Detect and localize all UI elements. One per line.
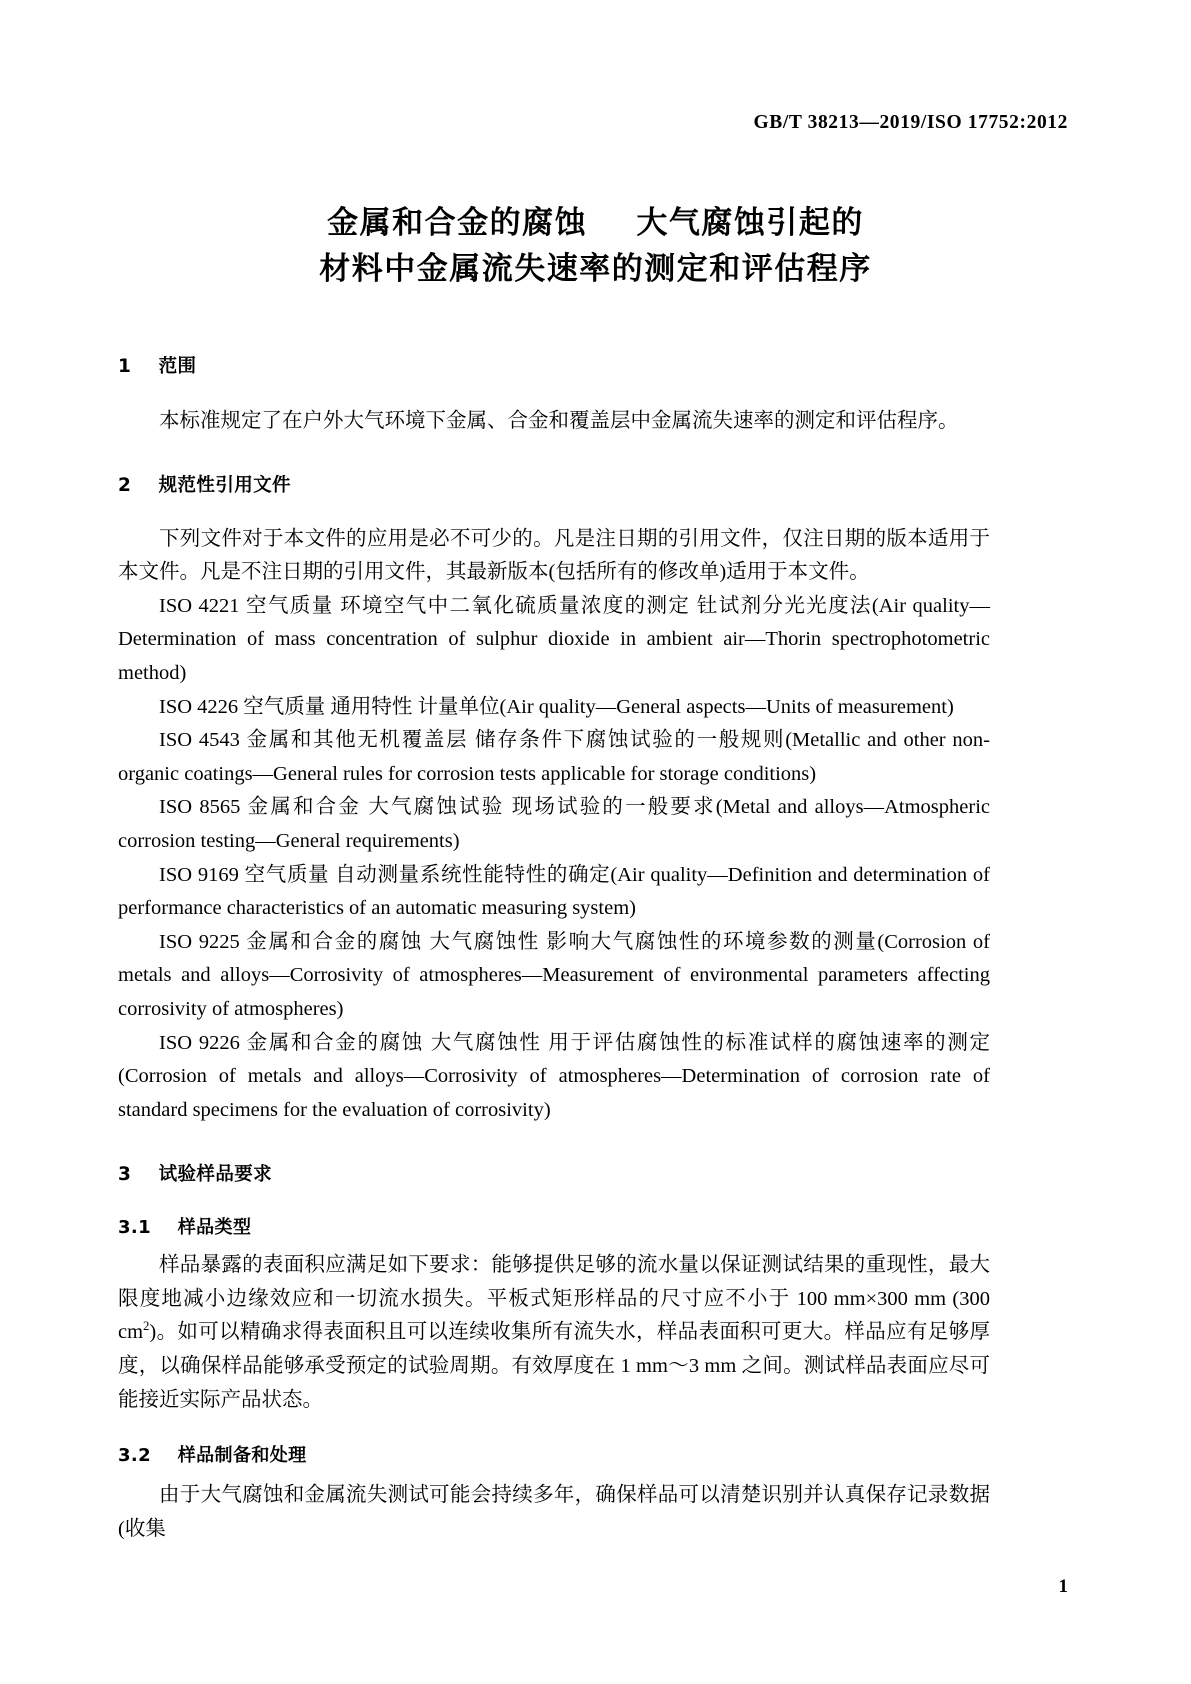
section-3-2-paragraph: 由于大气腐蚀和金属流失测试可能会持续多年，确保样品可以清楚识别并认真保存记录数据(收集 (118, 1484, 990, 1540)
section-heading-3-2: 3.2 样品制备和处理 (118, 1445, 307, 1467)
running-header-standard-code: GB/T 38213—2019/ISO 17752:2012 (753, 112, 1068, 133)
section-heading-3: 3 试验样品要求 (118, 1164, 273, 1186)
normative-reference-iso-4221: ISO 4221 空气质量 环境空气中二氧化硫质量浓度的测定 钍试剂分光光度法(Air quality—Determination of mass concentration of sulphur dioxide in ambient air—Thorin spectrophotometric method) (118, 594, 990, 684)
section-2-paragraph: 下列文件对于本文件的应用是必不可少的。凡是注日期的引用文件，仅注日期的版本适用于本文件。凡是不注日期的引用文件，其最新版本(包括所有的修改单)适用于本文件。 (118, 527, 990, 584)
page-number: 1 (1058, 1576, 1068, 1597)
document-body (118, 352, 990, 1546)
section-heading-1: 1 范围 (118, 356, 197, 377)
normative-reference-iso-9226: ISO 9226 金属和合金的腐蚀 大气腐蚀性 用于评估腐蚀性的标准试样的腐蚀速率的测定(Corrosion of metals and alloys—Corrosivity of atmospheres—Determination of corrosion rate of standard specimens for the evaluation of corrosivity) (118, 1031, 990, 1121)
section-heading-2: 2 规范性引用文件 (118, 474, 291, 496)
section-3-1-paragraph (118, 1249, 990, 1417)
area-unit-superscript: 2 (143, 1319, 150, 1334)
normative-reference-iso-9169: ISO 9169 空气质量 自动测量系统性能特性的确定(Air quality—Definition and determination of performance characteristics of an automatic measuring system) (118, 863, 990, 920)
document-title-line-1: 金属和合金的腐蚀 大气腐蚀引起的 (327, 205, 864, 241)
section-3-1-text-part-1: 样品暴露的表面积应满足如下要求：能够提供足够的流水量以保证测试结果的重现性，最大限度地减小边缘效应和一切流水损失。平板式矩形样品的尺寸应不小于 100 mm×300 mm (300 cm (118, 1254, 990, 1344)
document-title-line-2: 材料中金属流失速率的测定和评估程序 (319, 251, 872, 287)
section-3-1-text-part-2: )。如可以精确求得表面积且可以连续收集所有流失水，样品表面积可更大。样品应有足够厚度，以确保样品能够承受预定的试验周期。有效厚度在 1 mm～3 mm 之间。测试样品表面应尽可能接近实际产品状态。 (118, 1321, 990, 1411)
normative-reference-iso-4543: ISO 4543 金属和其他无机覆盖层 储存条件下腐蚀试验的一般规则(Metallic and other non-organic coatings—General rules for corrosion tests applicable for storage conditions) (118, 729, 990, 785)
normative-reference-iso-4226: ISO 4226 空气质量 通用特性 计量单位(Air quality—General aspects—Units of measurement) (159, 695, 954, 718)
section-1-paragraph: 本标准规定了在户外大气环境下金属、合金和覆盖层中金属流失速率的测定和评估程序。 (159, 410, 959, 432)
normative-reference-iso-8565: ISO 8565 金属和合金 大气腐蚀试验 现场试验的一般要求(Metal and alloys—Atmospheric corrosion testing—General requirements) (118, 796, 990, 852)
document-title (0, 200, 1191, 292)
normative-reference-iso-9225: ISO 9225 金属和合金的腐蚀 大气腐蚀性 影响大气腐蚀性的环境参数的测量(Corrosion of metals and alloys—Corrosivity of atmospheres—Measurement of environmental parameters affecting corrosivity of atmospheres) (118, 930, 990, 1020)
section-heading-3-1: 3.1 样品类型 (118, 1217, 252, 1239)
